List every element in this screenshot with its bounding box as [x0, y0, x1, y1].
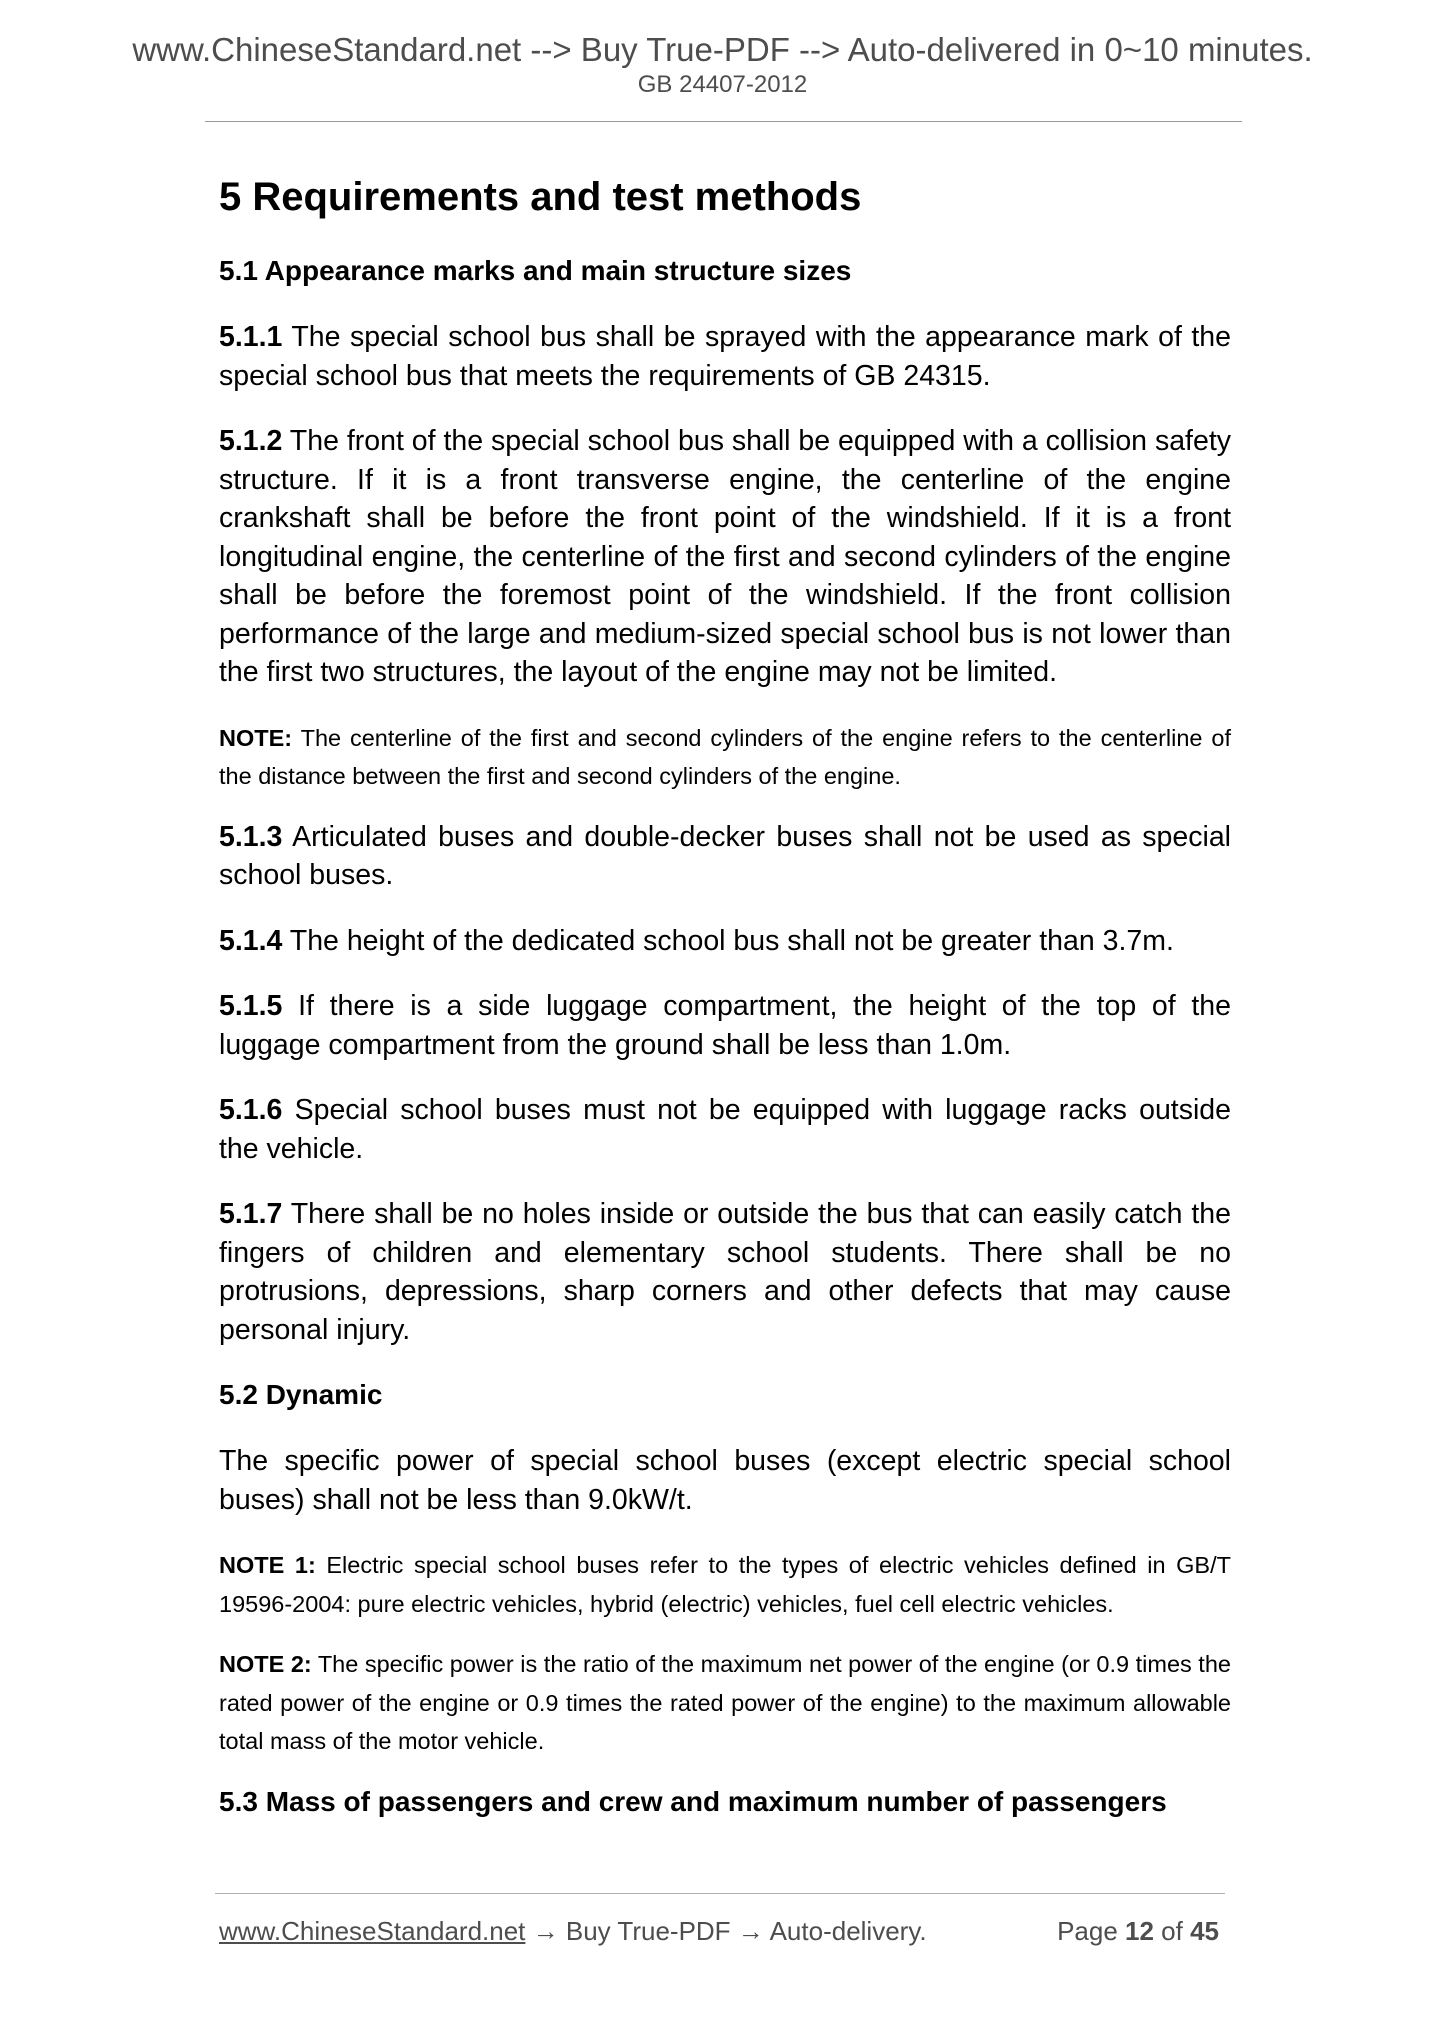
page-number: 12 — [1125, 1916, 1154, 1946]
note-1 — [219, 1546, 1231, 1623]
header-banner[interactable]: www.ChineseStandard.net --> Buy True-PDF --> Auto-delivered in 0~10 minutes. — [132, 31, 1313, 68]
section-title: 5 Requirements and test methods — [219, 175, 862, 219]
subsection-5-3-title: 5.3 Mass of passengers and crew and maximum number of passengers — [219, 1785, 1167, 1817]
clause-5-1-5 — [219, 987, 1231, 1064]
clause-5-1-2 — [219, 422, 1231, 692]
clause-5-2-text: The specific power of special school buses (except electric special school buses) shall not be less than 9.0kW/t. — [219, 1445, 1231, 1516]
page-label: Page — [1057, 1916, 1126, 1946]
page-total: 45 — [1190, 1916, 1219, 1946]
footer-divider — [215, 1893, 1225, 1894]
clause-5-1-4 — [219, 922, 1231, 961]
arrow-icon: → — [525, 1916, 566, 1946]
clause-text: Articulated buses and double-decker buses shall not be used as special school buses. — [219, 820, 1231, 891]
clause-5-1-6 — [219, 1091, 1231, 1168]
clause-text: Special school buses must not be equipped with luggage racks outside the vehicle. — [219, 1094, 1231, 1165]
clause-number: 5.1.6 — [219, 1094, 283, 1126]
note-2 — [219, 1645, 1231, 1761]
footer-site-link[interactable]: www.ChineseStandard.net — [219, 1916, 526, 1946]
header-divider — [205, 121, 1242, 122]
note-text: The specific power is the ratio of the maximum net power of the engine (or 0.9 times the rated power of the engine or 0.9 times the rated power of the engine) to the maximum allowable total mass of the motor vehicle. — [219, 1651, 1231, 1754]
footer-promo — [219, 1914, 927, 1948]
clause-5-1-7 — [219, 1195, 1231, 1349]
clause-text: There shall be no holes inside or outside the bus that can easily catch the fingers of children and elementary school students. There shall be no protrusions, depressions, sharp corners and other defects that may cause personal injury. — [219, 1198, 1231, 1346]
note-label: NOTE 1: — [219, 1552, 316, 1578]
clause-text: The special school bus shall be sprayed with the appearance mark of the special school bus that meets the requirements of GB 24315. — [219, 321, 1231, 392]
clause-number: 5.1.3 — [219, 820, 283, 853]
arrow-icon: → — [730, 1916, 770, 1946]
note-5-1-2 — [219, 719, 1231, 796]
note-text: The centerline of the first and second cylinders of the engine refers to the centerline of the distance between the first and second cylinders of the engine. — [219, 724, 1231, 789]
page-header — [0, 30, 1445, 100]
subsection-5-2-title: 5.2 Dynamic — [219, 1379, 383, 1410]
document-body — [219, 160, 1231, 1849]
clause-text: The height of the dedicated school bus shall not be greater than 3.7m. — [282, 924, 1174, 957]
clause-number: 5.1.7 — [219, 1198, 283, 1230]
clause-text: The front of the special school bus shall be equipped with a collision safety structure. If it is a front transverse engine, the centerline of the engine crankshaft shall be before the front point of the windshield. If it is a front longitudinal engine, the centerline of the first and second cylinders of the engine shall be before the foremost point of the windshield. If the front collision performance of the large and medium-sized special school bus is not lower than the first two structures, the layout of the engine may not be limited. — [219, 425, 1231, 688]
note-label: NOTE 2: — [219, 1651, 312, 1677]
clause-5-1-3 — [219, 818, 1231, 895]
clause-number: 5.1.4 — [219, 924, 283, 957]
page-indicator — [1057, 1914, 1219, 1948]
clause-number: 5.1.5 — [219, 990, 283, 1022]
note-text: Electric special school buses refer to the types of electric vehicles defined in GB/T 19596-2004: pure electric vehicles, hybrid (electric) vehicles, fuel cell electric vehicles. — [219, 1552, 1231, 1617]
subsection-5-1-title: 5.1 Appearance marks and main structure sizes — [219, 255, 852, 286]
clause-number: 5.1.2 — [219, 425, 283, 457]
clause-5-1-1 — [219, 318, 1231, 395]
clause-text: If there is a side luggage compartment, the height of the top of the luggage compartment from the ground shall be less than 1.0m. — [219, 990, 1231, 1061]
of-label: of — [1153, 1916, 1191, 1946]
footer-buy: Buy True-PDF — [565, 1916, 731, 1946]
clause-number: 5.1.1 — [219, 321, 283, 353]
standard-number: GB 24407-2012 — [637, 71, 808, 98]
footer-delivery: Auto-delivery. — [769, 1916, 927, 1946]
note-label: NOTE: — [219, 724, 293, 751]
